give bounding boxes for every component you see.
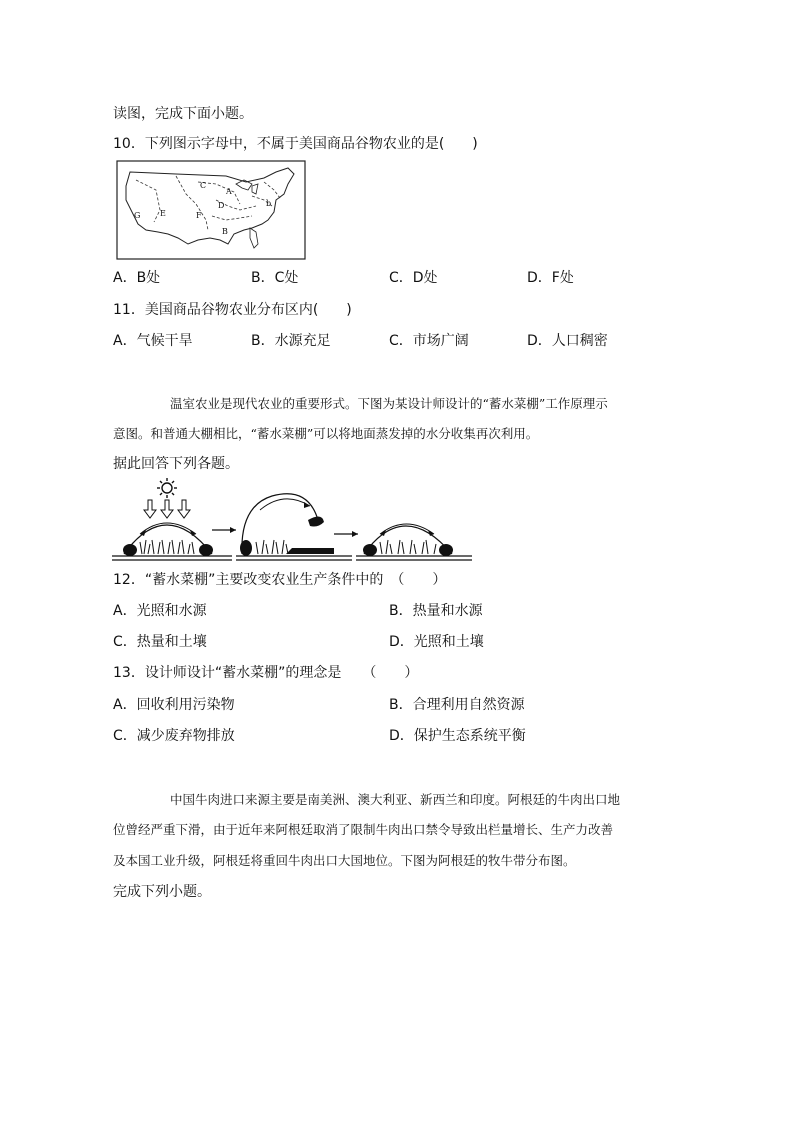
- us-agriculture-map: [116, 160, 306, 260]
- q13-option-c: C．减少废弃物排放: [113, 728, 235, 744]
- q10-option-a: A．B处: [113, 270, 161, 286]
- beef-prompt: 完成下列小题。: [113, 884, 211, 900]
- q10-option-d: D．F处: [527, 270, 574, 286]
- q13-option-b: B．合理利用自然资源: [389, 697, 525, 713]
- map-label-c: C: [200, 181, 207, 190]
- question-10-stem: 10．下列图示字母中，不属于美国商品谷物农业的是( ): [113, 136, 478, 152]
- section-intro: 读图，完成下面小题。: [113, 106, 253, 122]
- q12-option-a: A．光照和水源: [113, 603, 207, 619]
- question-11-stem: 11．美国商品谷物农业分布区内( ): [113, 302, 352, 318]
- q12-option-c: C．热量和土壤: [113, 634, 207, 650]
- q13-option-d: D．保护生态系统平衡: [389, 728, 526, 744]
- q12-option-d: D．光照和土壤: [389, 634, 484, 650]
- question-13-stem: 13．设计师设计“蓄水菜棚”的理念是 （ ）: [113, 665, 419, 681]
- beef-passage-line-3: 及本国工业升级，阿根廷将重回牛肉出口大国地位。下图为阿根廷的牧牛带分布图。: [113, 853, 576, 868]
- greenhouse-passage-line-1: 温室农业是现代农业的重要形式。下图为某设计师设计的“蓄水菜棚”工作原理示: [170, 396, 608, 411]
- greenhouse-prompt: 据此回答下列各题。: [113, 456, 239, 472]
- map-label-b: B: [222, 227, 228, 236]
- map-label-e: E: [160, 209, 166, 218]
- q11-option-c: C．市场广阔: [389, 333, 469, 349]
- q12-option-b: B．热量和水源: [389, 603, 483, 619]
- greenhouse-passage-line-2: 意图。和普通大棚相比，“蓄水菜棚”可以将地面蒸发掉的水分收集再次利用。: [113, 426, 539, 441]
- map-label-d: D: [218, 201, 225, 210]
- beef-passage-line-2: 位曾经严重下滑，由于近年来阿根廷取消了限制牛肉出口禁令导致出栏量增长、生产力改善: [113, 822, 614, 837]
- q10-option-c: C．D处: [389, 270, 438, 286]
- map-label-b-small: b: [266, 199, 272, 208]
- q11-option-a: A．气候干旱: [113, 333, 193, 349]
- q10-option-b: B．C处: [251, 270, 299, 286]
- map-label-g: G: [134, 211, 141, 220]
- beef-passage-line-1: 中国牛肉进口来源主要是南美洲、澳大利亚、新西兰和印度。阿根廷的牛肉出口地: [170, 792, 621, 807]
- map-label-f: F: [196, 211, 202, 220]
- map-label-a: A: [226, 187, 232, 196]
- q11-option-d: D．人口稠密: [527, 333, 608, 349]
- q13-option-a: A．回收利用污染物: [113, 697, 235, 713]
- q11-option-b: B．水源充足: [251, 333, 331, 349]
- water-storage-greenhouse-diagram: [112, 476, 474, 566]
- question-12-stem: 12．“蓄水菜棚”主要改变农业生产条件中的 （ ）: [113, 572, 447, 588]
